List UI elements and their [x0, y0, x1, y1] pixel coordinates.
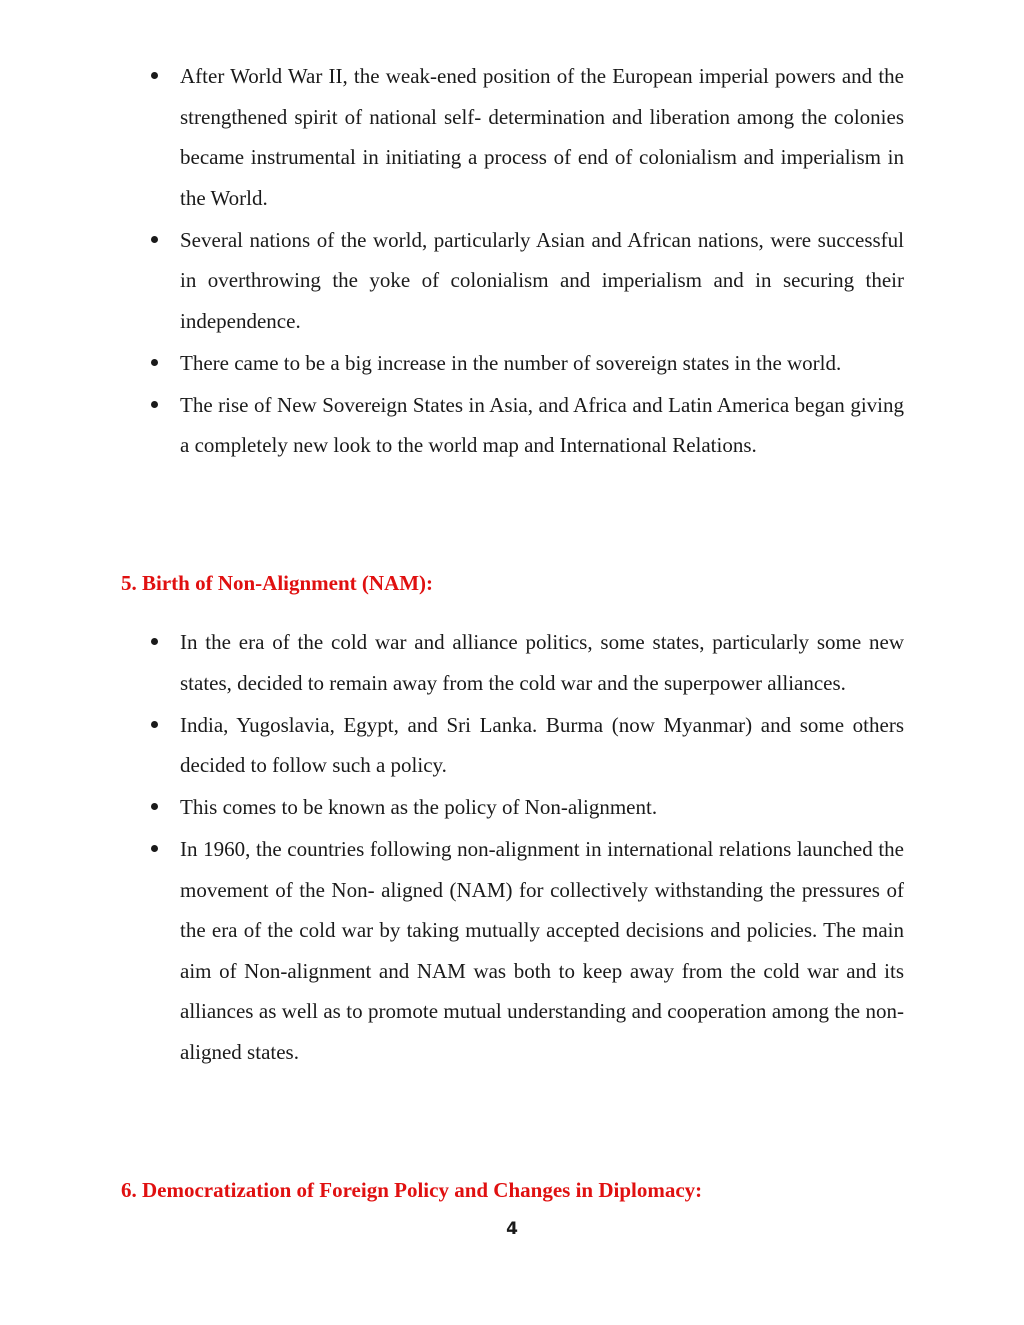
bullet-icon: [151, 401, 158, 408]
nam-bullet-list: [145, 622, 904, 1074]
list-item: [145, 622, 904, 703]
list-item: [145, 705, 904, 786]
list-item: [145, 385, 904, 466]
bullet-icon: [151, 236, 158, 243]
section-5-heading: 5. Birth of Non-Alignment (NAM):: [121, 571, 434, 595]
bullet-text: The rise of New Sovereign States in Asia, and Africa and Latin America began giving a completely new look to the world map and International Relations.: [180, 392, 904, 457]
bullet-icon: [151, 803, 158, 810]
bullet-text: There came to be a big increase in the number of sovereign states in the world.: [180, 350, 842, 375]
intro-bullet-list: [145, 56, 904, 467]
list-item: [145, 56, 904, 218]
bullet-text: Several nations of the world, particularly Asian and African nations, were successful in overthrowing the yoke of colonialism and imperialism and in securing their independence.: [180, 227, 904, 333]
bullet-icon: [151, 359, 158, 366]
bullet-icon: [151, 72, 158, 79]
bullet-icon: [151, 845, 158, 852]
bullet-icon: [151, 638, 158, 645]
list-item: [145, 220, 904, 342]
bullet-text: India, Yugoslavia, Egypt, and Sri Lanka. Burma (now Myanmar) and some others decided to follow such a policy.: [180, 712, 904, 777]
bullet-text: After World War II, the weak-ened position of the European imperial powers and the strengthened spirit of national self- determination and liberation among the colonies became instrumental in initiating a process of end of colonialism and imperialism in the World.: [180, 64, 904, 210]
bullet-text: This comes to be known as the policy of Non-alignment.: [180, 795, 658, 819]
section-6-heading: 6. Democratization of Foreign Policy and Changes in Diplomacy:: [121, 1178, 703, 1202]
list-item: [145, 343, 904, 384]
list-item: [145, 787, 904, 828]
page-number: 4: [506, 1219, 518, 1239]
bullet-text: In 1960, the countries following non-alignment in international relations launched the movement of the Non- aligned (NAM) for collectively withstanding the pressures of the era of the cold war by taking mutually accepted decisions and policies. The main aim of Non-alignment and NAM was both to keep away from the cold war and its alliances as well as to promote mutual understanding and cooperation among the non-aligned states.: [180, 837, 904, 1064]
bullet-icon: [151, 721, 158, 728]
bullet-text: In the era of the cold war and alliance politics, some states, particularly some new states, decided to remain away from the cold war and the superpower alliances.: [180, 630, 904, 695]
list-item: [145, 829, 904, 1072]
